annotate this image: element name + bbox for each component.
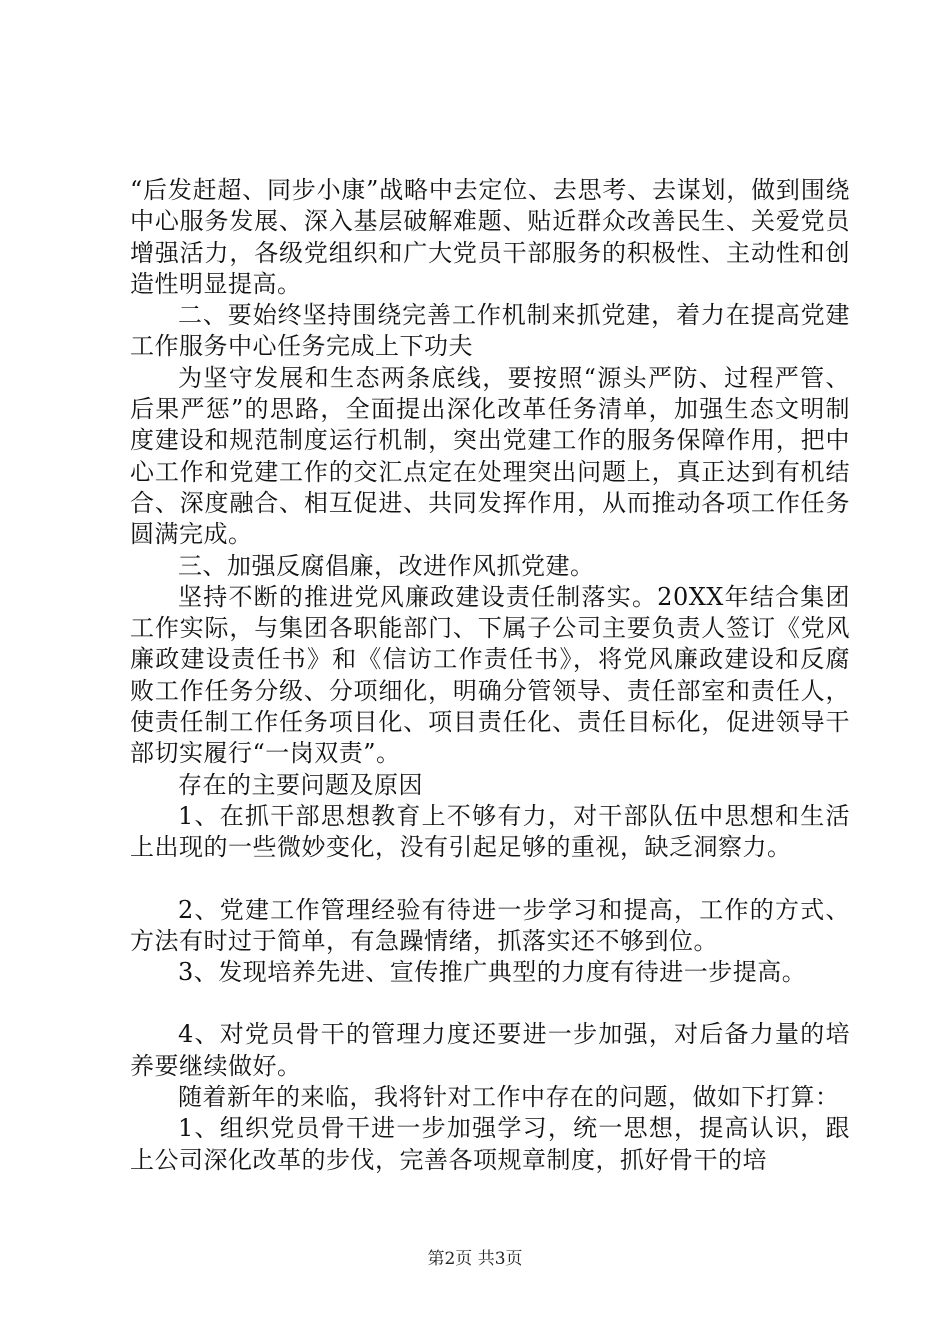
problem-item-1: 1、在抓干部思想教育上不够有力，对干部队伍中思想和生活上出现的一些微妙变化，没有引起足够的重视，缺乏洞察力。 bbox=[130, 801, 850, 862]
paragraph-ecology: 为坚守发展和生态两条底线，要按照“源头严防、过程严管、后果严惩”的思路，全面提出深化改革任务清单，加强生态文明制度建设和规范制度运行机制，突出党建工作的服务保障作用，把中心工作和党建工作的交汇点定在处理突出问题上，真正达到有机结合、深度融合、相互促进、共同发挥作用，从而推动各项工作任务圆满完成。 bbox=[130, 363, 850, 549]
document-body bbox=[130, 175, 850, 1176]
plan-intro: 随着新年的来临，我将针对工作中存在的问题，做如下打算： bbox=[178, 1083, 840, 1112]
problems-heading: 存在的主要问题及原因 bbox=[178, 770, 423, 799]
page-number-footer: 第2页 共3页 bbox=[427, 1249, 523, 1269]
paragraph-continuation: “后发赶超、同步小康”战略中去定位、去思考、去谋划，做到围绕中心服务发展、深入基层破解难题、贴近群众改善民生、关爱党员增强活力，各级党组织和广大党员干部服务的积极性、主动性和创造性明显提高。 bbox=[130, 176, 850, 298]
plan-item-1: 1、组织党员骨干进一步加强学习，统一思想，提高认识，跟上公司深化改革的步伐，完善各项规章制度，抓好骨干的培 bbox=[130, 1114, 850, 1174]
problem-item-3: 3、发现培养先进、宣传推广典型的力度有待进一步提高。 bbox=[178, 958, 807, 987]
problem-item-2: 2、党建工作管理经验有待进一步学习和提高，工作的方式、方法有时过于简单，有急躁情绪，抓落实还不够到位。 bbox=[130, 895, 850, 955]
problem-item-4: 4、对党员骨干的管理力度还要进一步加强，对后备力量的培养要继续做好。 bbox=[130, 1020, 850, 1080]
paragraph-anticorruption: 坚持不断的推进党风廉政建设责任制落实。20XX年结合集团工作实际，与集团各职能部门、下属子公司主要负责人签订《党风廉政建设责任书》和《信访工作责任书》，将党风廉政建设和反腐败工作任务分级、分项细化，明确分管领导、责任部室和责任人，使责任制工作任务项目化、项目责任化、责任目标化，促进领导干部切实履行“一岗双责”。 bbox=[130, 582, 850, 768]
section-heading-2: 二、要始终坚持围绕完善工作机制来抓党建，着力在提高党建工作服务中心任务完成上下功夫 bbox=[130, 301, 850, 361]
section-heading-3: 三、加强反腐倡廉，改进作风抓党建。 bbox=[178, 551, 595, 580]
